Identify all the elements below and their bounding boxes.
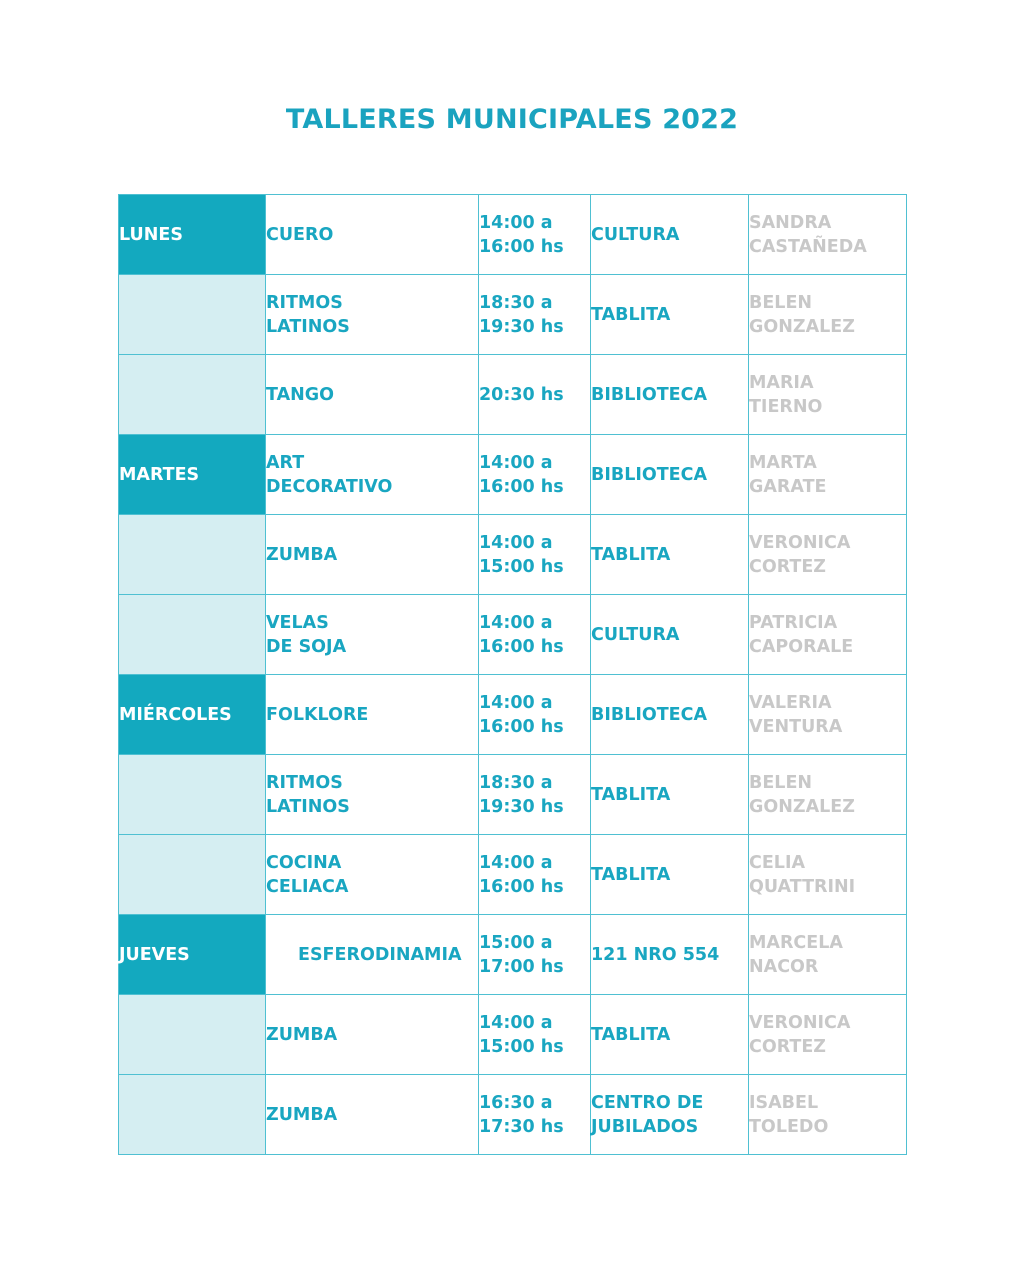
time-cell: 18:30 a 19:30 hs: [479, 275, 591, 355]
workshop-cell: CUERO: [266, 195, 479, 275]
day-cell: [119, 1075, 266, 1155]
table-row: [119, 195, 907, 275]
teacher-cell: MARIA TIERNO: [749, 355, 907, 435]
teacher-cell: VERONICA CORTEZ: [749, 995, 907, 1075]
day-cell: [119, 275, 266, 355]
workshop-cell: COCINA CELIACA: [266, 835, 479, 915]
workshop-cell: RITMOS LATINOS: [266, 755, 479, 835]
time-cell: 14:00 a 16:00 hs: [479, 675, 591, 755]
teacher-cell: PATRICIA CAPORALE: [749, 595, 907, 675]
teacher-cell: MARCELA NACOR: [749, 915, 907, 995]
time-cell: 14:00 a 16:00 hs: [479, 195, 591, 275]
page-title: TALLERES MUNICIPALES 2022: [285, 104, 739, 135]
time-cell: 14:00 a 16:00 hs: [479, 835, 591, 915]
place-cell: CULTURA: [591, 195, 749, 275]
day-cell: [119, 995, 266, 1075]
workshop-cell: ART DECORATIVO: [266, 435, 479, 515]
place-cell: TABLITA: [591, 755, 749, 835]
table-row: [119, 595, 907, 675]
place-cell: BIBLIOTECA: [591, 355, 749, 435]
time-cell: 14:00 a 15:00 hs: [479, 995, 591, 1075]
table-row: [119, 835, 907, 915]
table-row: [119, 675, 907, 755]
table-row: [119, 435, 907, 515]
time-cell: 18:30 a 19:30 hs: [479, 755, 591, 835]
place-cell: TABLITA: [591, 995, 749, 1075]
time-cell: 14:00 a 16:00 hs: [479, 435, 591, 515]
schedule-table: [118, 194, 907, 1155]
table-row: [119, 355, 907, 435]
teacher-cell: VERONICA CORTEZ: [749, 515, 907, 595]
schedule-body: [119, 195, 907, 1155]
place-cell: CENTRO DE JUBILADOS: [591, 1075, 749, 1155]
place-cell: BIBLIOTECA: [591, 435, 749, 515]
teacher-cell: SANDRA CASTAÑEDA: [749, 195, 907, 275]
time-cell: 14:00 a 15:00 hs: [479, 515, 591, 595]
workshop-cell: FOLKLORE: [266, 675, 479, 755]
day-cell: JUEVES: [119, 915, 266, 995]
place-cell: TABLITA: [591, 835, 749, 915]
workshop-cell: VELAS DE SOJA: [266, 595, 479, 675]
table-row: [119, 995, 907, 1075]
day-cell: MARTES: [119, 435, 266, 515]
time-cell: 15:00 a 17:00 hs: [479, 915, 591, 995]
workshop-cell: ESFERODINAMIA: [266, 915, 479, 995]
time-cell: 14:00 a 16:00 hs: [479, 595, 591, 675]
place-cell: TABLITA: [591, 275, 749, 355]
day-cell: MIÉRCOLES: [119, 675, 266, 755]
day-cell: LUNES: [119, 195, 266, 275]
day-cell: [119, 515, 266, 595]
place-cell: 121 NRO 554: [591, 915, 749, 995]
time-cell: 20:30 hs: [479, 355, 591, 435]
table-row: [119, 275, 907, 355]
day-cell: [119, 355, 266, 435]
place-cell: TABLITA: [591, 515, 749, 595]
table-row: [119, 515, 907, 595]
table-row: [119, 1075, 907, 1155]
teacher-cell: ISABEL TOLEDO: [749, 1075, 907, 1155]
teacher-cell: MARTA GARATE: [749, 435, 907, 515]
place-cell: BIBLIOTECA: [591, 675, 749, 755]
teacher-cell: CELIA QUATTRINI: [749, 835, 907, 915]
workshop-cell: RITMOS LATINOS: [266, 275, 479, 355]
place-cell: CULTURA: [591, 595, 749, 675]
teacher-cell: BELEN GONZALEZ: [749, 755, 907, 835]
day-cell: [119, 755, 266, 835]
workshop-cell: TANGO: [266, 355, 479, 435]
workshop-cell: ZUMBA: [266, 995, 479, 1075]
workshop-cell: ZUMBA: [266, 1075, 479, 1155]
table-row: [119, 755, 907, 835]
time-cell: 16:30 a 17:30 hs: [479, 1075, 591, 1155]
day-cell: [119, 595, 266, 675]
table-row: [119, 915, 907, 995]
workshop-cell: ZUMBA: [266, 515, 479, 595]
teacher-cell: BELEN GONZALEZ: [749, 275, 907, 355]
day-cell: [119, 835, 266, 915]
teacher-cell: VALERIA VENTURA: [749, 675, 907, 755]
